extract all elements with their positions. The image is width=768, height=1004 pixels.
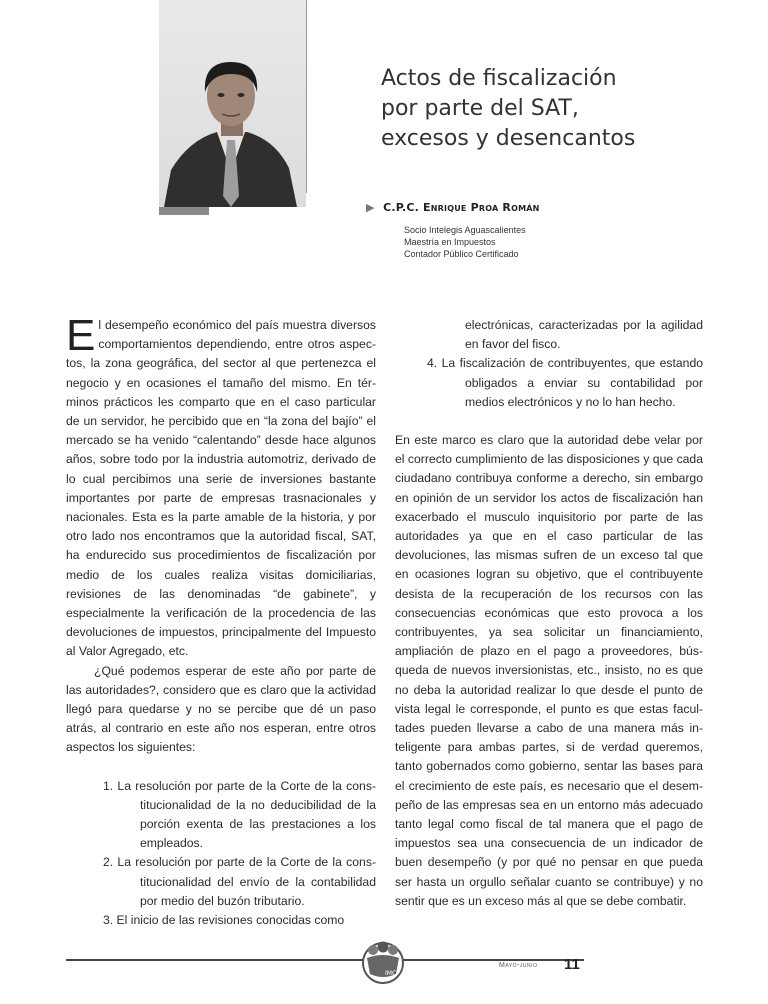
header-divider bbox=[306, 0, 307, 193]
list-item-continuation: electrónicas, caracterizadas por la agilidad en favor del fisco. bbox=[465, 318, 703, 352]
title-line: excesos y desencantos bbox=[381, 126, 636, 151]
title-line: Actos de fiscalización bbox=[381, 66, 617, 91]
drop-cap: E bbox=[66, 311, 96, 360]
paragraph: ¿Qué podemos esperar de este año por parte de las autoridades?, considero que es claro que la actividad llegó para quedarse y no se percibe que dé un paso atrás, al contrario en este año nos esperan, entre otros aspectos los siguientes: bbox=[66, 663, 376, 755]
list-item: 2. La resolución por parte de la Corte de la constitucionalidad del envío de la contabilidad por medio del buzón tributario. bbox=[103, 855, 376, 908]
left-column bbox=[66, 311, 376, 930]
issue-label: Mayo-junio bbox=[499, 962, 538, 969]
author-byline bbox=[366, 196, 540, 215]
credit-line: Socio Intelegis Aguascalientes bbox=[404, 225, 526, 235]
paragraph: En este marco es claro que la autoridad debe velar por el correcto cumplimiento de las disposiciones y que cada ciudadano contribuya conforme a derecho, sin embargo en opinión de un servidor los actos de fiscalización han exacerbado el musculo inquisitorio por parte de las autoridades ya que en el caso particular de las devoluciones, las mismas sufren de un exceso tal que en ocasiones logran su objetivo, que el contribuyente desista de la recuperación de los recursos con las consecuencias económicas que esto provoca a los contribuyentes, ya sea solicitar un financiamiento, ampliación de plazo en el pago a proveedores, búsqueda de nuevos inversionistas, etc., insisto, no es que no deba la autoridad realizar lo que desde el punto de vista legal le corresponde, el punto es que estas facultades pueden llevarse a cabo de una manera más inteligente para ambas partes, si de verdad queremos, tanto gobernados como gobierno, sentar las bases para el crecimiento de este país, es necesario que el desempeño de las empresas sea en un entorno más adecuado tanto legal como fiscal de tal manera que el pago de impuestos sea una consecuencia de un indicador de buen desempeño (y por qué no pensar en que pueda ser hasta un orgullo señalar cuanto se contribuye) y no sentir que es un exceso más al que se debe combatir. bbox=[395, 433, 703, 908]
article-title bbox=[381, 64, 635, 154]
footer-rule bbox=[66, 959, 584, 961]
photo-accent-bar bbox=[159, 207, 209, 215]
credit-line: Maestría en Impuestos bbox=[404, 237, 496, 247]
title-line: por parte del SAT, bbox=[381, 96, 579, 121]
numbered-list bbox=[66, 777, 376, 931]
numbered-list-continued bbox=[395, 316, 703, 412]
list-item: 3. El inicio de las revisiones conocidas como bbox=[103, 913, 345, 928]
right-column bbox=[395, 316, 703, 911]
author-photo bbox=[159, 0, 306, 207]
page-number: 11 bbox=[564, 956, 580, 973]
list-item: 1. La resolución por parte de la Corte de la constitucionalidad de la no deducibilidad de la porción exenta de las prestaciones a los empleados. bbox=[103, 778, 376, 851]
author-name: C.P.C. Enrique Proa Román bbox=[383, 201, 540, 214]
list-item: 4. La fiscalización de contribuyentes, que estando obligados a enviar su contabilidad por medios electrónicos y no lo han hecho. bbox=[427, 356, 703, 409]
author-credits bbox=[404, 224, 526, 260]
credit-line: Contador Público Certificado bbox=[404, 249, 519, 259]
triangle-right-icon: ▶ bbox=[366, 201, 375, 214]
imcp-logo bbox=[358, 938, 408, 984]
paragraph-text: l desempeño económico del país muestra diversos comportamientos dependiendo, entre otros aspectos, la zona geográfica, del sector al que pertenezca el negocio y en ocasiones el tamaño del mismo. En términos prácticos les comparto que en el caso particular de un servidor, he percibido que en “la zona del bajío” el mercado se ha venido “calentando” desde hace algunos años, sobre todo por la industria automotriz, derivado de lo cual percibimos una serie de inversiones bastante importantes por parte de empresas trasnacionales y nacionales. Esta es la parte amable de la historia, y por otro lado nos encontramos que la autoridad fiscal, SAT, ha endurecido sus procedimientos de fiscalización por medio de los cuales realiza visitas domiciliarias, revisiones de las denominadas “de gabinete”, y especialmente la verificación de la procedencia de las devoluciones de impuestos, principalmente del Impuesto al Valor Agregado, etc. bbox=[66, 318, 376, 659]
svg-text:IMCP: IMCP bbox=[385, 970, 400, 977]
paragraph bbox=[66, 311, 376, 662]
